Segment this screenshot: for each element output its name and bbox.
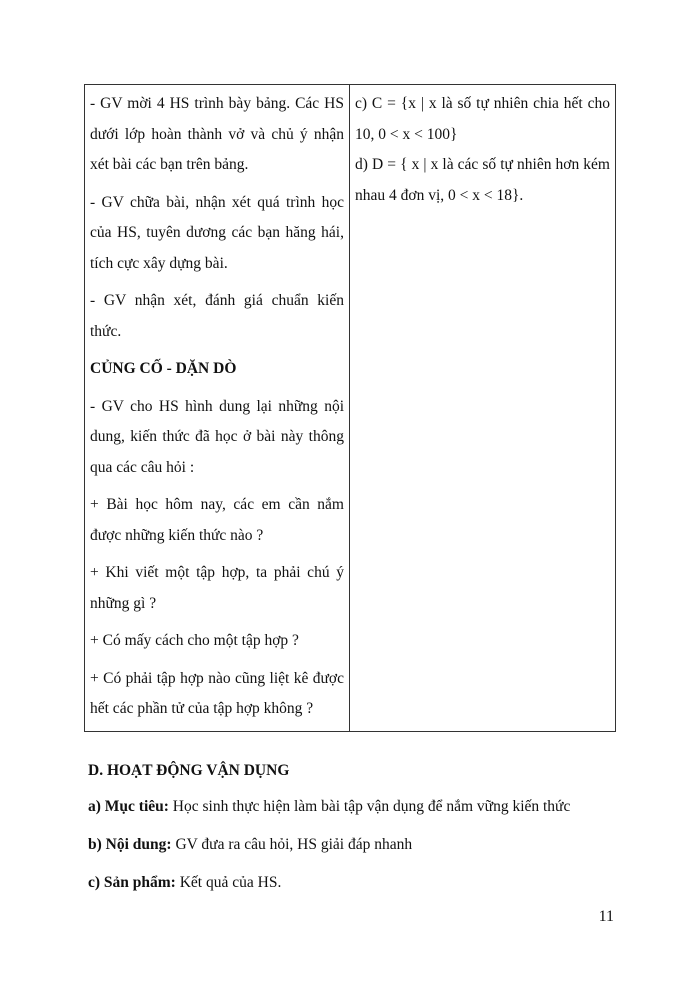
table-row bbox=[85, 85, 616, 732]
question-list-all-elements: + Có phải tập hợp nào cũng liệt kê được hết các phần tử của tập hợp không ? bbox=[90, 669, 344, 717]
page-number: 11 bbox=[598, 908, 614, 925]
question-knowledge-learned: + Bài học hôm nay, các em cần nắm được những kiến thức nào ? bbox=[90, 496, 344, 544]
answer-set-c: c) C = {x | x là số tự nhiên chia hết cho 10, 0 < x < 100} bbox=[355, 95, 610, 143]
teacher-activity-cell bbox=[85, 85, 350, 732]
section-title: D. HOẠT ĐỘNG VẬN DỤNG bbox=[88, 762, 290, 779]
application-activity-section bbox=[88, 758, 618, 908]
content-label: b) Nội dung: bbox=[88, 836, 172, 853]
paragraph-recall-questions: - GV cho HS hình dung lại những nội dung, kiến thức đã học ở bài này thông qua các câu hỏi : bbox=[90, 397, 344, 476]
objective-text: Học sinh thực hiện làm bài tập vận dụng để nắm vững kiến thức bbox=[168, 798, 571, 815]
question-writing-set: + Khi viết một tập hợp, ta phải chú ý những gì ? bbox=[90, 564, 344, 612]
product-line bbox=[88, 870, 618, 896]
paragraph-review-and-praise: - GV chữa bài, nhận xét quá trình học của HS, tuyên dương các bạn hăng hái, tích cực xây dựng bài. bbox=[90, 193, 344, 272]
student-answer-cell bbox=[350, 85, 616, 732]
product-text: Kết quả của HS. bbox=[175, 874, 282, 891]
objective-label: a) Mục tiêu: bbox=[88, 798, 169, 815]
paragraph-present-on-board: - GV mời 4 HS trình bày bảng. Các HS dưới lớp hoàn thành vở và chủ ý nhận xét bài các bạn trên bảng. bbox=[90, 95, 344, 173]
product-label: c) Sản phẩm: bbox=[88, 874, 176, 891]
question-ways-to-define-set: + Có mấy cách cho một tập hợp ? bbox=[90, 632, 299, 649]
paragraph-standard-knowledge: - GV nhận xét, đánh giá chuẩn kiến thức. bbox=[90, 292, 344, 340]
content-line bbox=[88, 832, 618, 858]
objective-line bbox=[88, 794, 618, 820]
consolidation-heading: CỦNG CỐ - DẶN DÒ bbox=[90, 360, 237, 377]
answer-set-d: d) D = { x | x là các số tự nhiên hơn kém nhau 4 đơn vị, 0 < x < 18}. bbox=[355, 156, 610, 204]
lesson-table bbox=[84, 84, 616, 732]
content-text: GV đưa ra câu hỏi, HS giải đáp nhanh bbox=[171, 836, 413, 853]
